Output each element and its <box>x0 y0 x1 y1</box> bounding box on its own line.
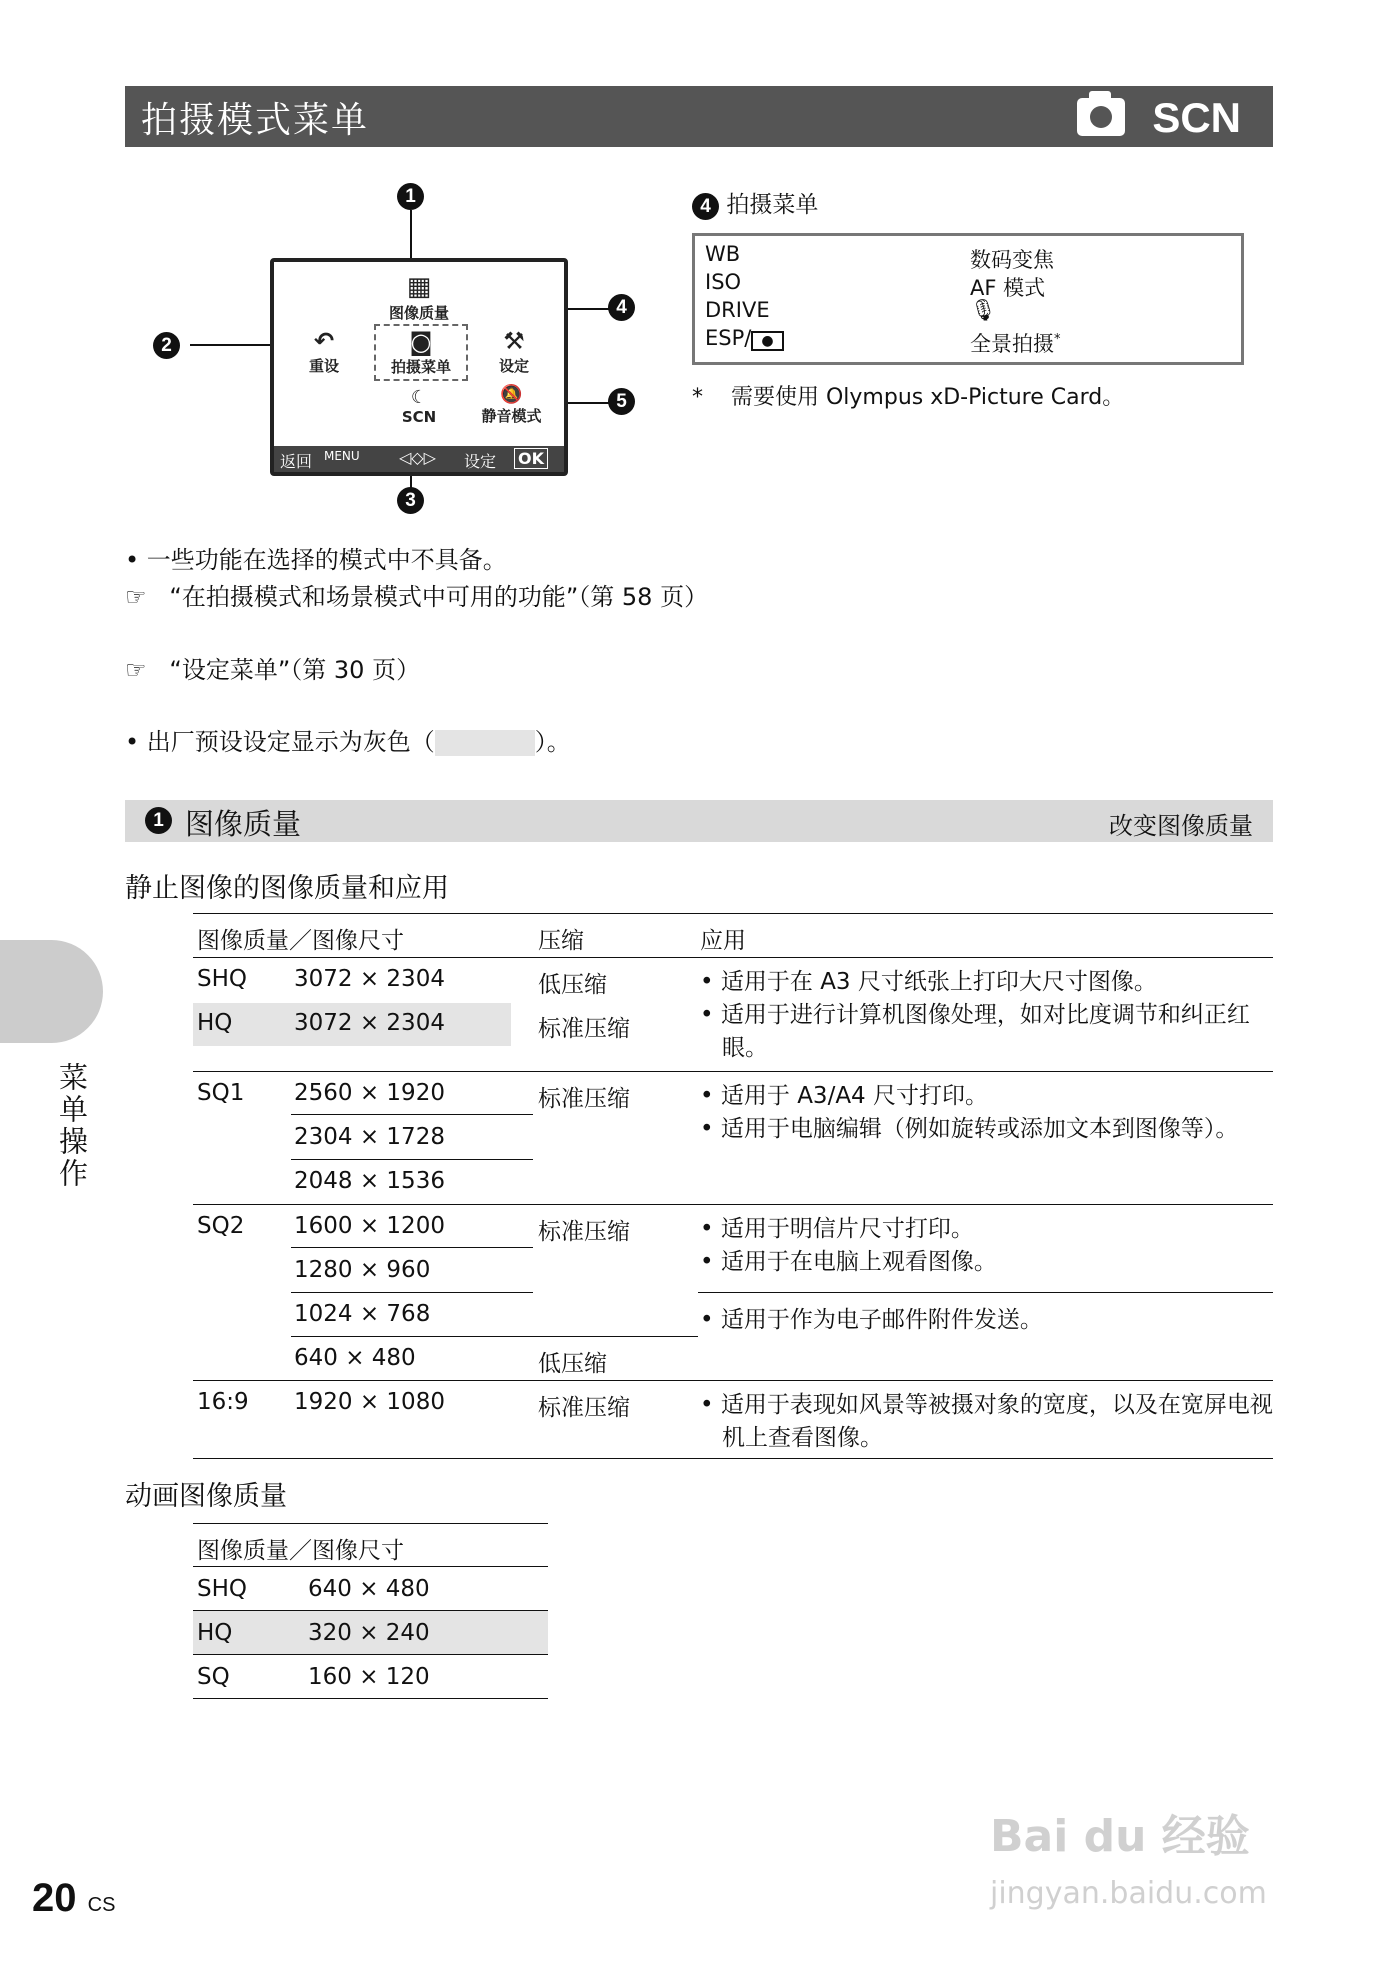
table-row: SQ2 <box>197 1213 245 1239</box>
scn-menu-icon: ☾ SCN <box>401 387 437 426</box>
gray-swatch <box>435 730 535 756</box>
table-row: SQ1 <box>197 1080 245 1106</box>
page-number: 20 CS <box>32 1876 116 1920</box>
arrow-pad-icon: ◁◇▷ <box>399 448 436 467</box>
metering-spot-icon: ● <box>751 331 783 351</box>
side-label: 菜单操作 <box>55 1062 89 1190</box>
note-1: • 一些功能在选择的模式中不具备。 <box>125 546 507 574</box>
table-row: HQ <box>197 1010 233 1036</box>
marker-2: 2 <box>153 332 180 359</box>
silent-mode-menu-icon: 🔕 静音模式 <box>481 384 542 425</box>
marker-3: 3 <box>397 487 424 514</box>
microphone-icon: 🎙 <box>970 298 997 322</box>
ref-1: ☞ “在拍摄模式和场景模式中可用的功能”（第 58 页） <box>125 583 709 611</box>
note-2: • 出厂预设设定显示为灰色（ ）。 <box>125 728 571 756</box>
table-row: SHQ <box>197 966 247 992</box>
page-header <box>125 86 1273 147</box>
app-list-3: • 适用于明信片尺寸打印。 • 适用于在电脑上观看图像。 <box>700 1216 997 1275</box>
setup-menu-icon: ⚒ 设定 <box>498 327 529 375</box>
table-row: 16:9 <box>197 1389 249 1415</box>
table-row: 1024 × 768 <box>294 1301 431 1327</box>
scn-badge: SCN <box>1152 94 1241 141</box>
table-row: 2304 × 1728 <box>294 1124 445 1150</box>
camera-menu-icon: ◙ 拍摄菜单 <box>374 324 468 381</box>
camera-lcd-screen <box>270 258 568 476</box>
marker-4: 4 <box>608 294 635 321</box>
section-image-quality-bar: 1 图像质量 改变图像质量 <box>125 800 1273 842</box>
side-tab <box>0 940 103 1043</box>
pointing-hand-icon: ☞ <box>125 583 147 611</box>
app-list-5: • 适用于表现如风景等被摄对象的宽度，以及在宽屏电视机上查看图像。 <box>700 1392 1273 1451</box>
camera-menu-heading: 4 拍摄菜单 <box>692 186 818 220</box>
table-row: SHQ <box>197 1576 247 1602</box>
page-title: 拍摄模式菜单 <box>141 100 370 141</box>
image-quality-menu-icon: ▦ 图像质量 <box>388 272 449 322</box>
table-row: 1280 × 960 <box>294 1257 431 1283</box>
still-title: 静止图像的图像质量和应用 <box>125 873 449 904</box>
pointing-hand-icon: ☞ <box>125 656 147 684</box>
movie-title: 动画图像质量 <box>125 1481 287 1512</box>
watermark-url: jingyan.baidu.com <box>990 1876 1267 1911</box>
ref-2: ☞ “设定菜单”（第 30 页） <box>125 656 421 684</box>
app-list-2: • 适用于 A3/A4 尺寸打印。 • 适用于电脑编辑（例如旋转或添加文本到图像等）。 <box>700 1083 1239 1142</box>
app-list-4: • 适用于作为电子邮件附件发送。 <box>700 1307 1043 1333</box>
reset-menu-icon: ↶ 重设 <box>308 327 339 375</box>
table-row: HQ <box>197 1620 233 1646</box>
app-list-1: • 适用于在 A3 尺寸纸张上打印大尺寸图像。 • 适用于进行计算机图像处理，如对比度调节和纠正红眼。 <box>700 969 1250 1061</box>
watermark-logo: Bai du 经验 <box>990 1811 1250 1862</box>
table-row: SQ <box>197 1664 230 1690</box>
table-row: 640 × 480 <box>294 1345 416 1371</box>
marker-5: 5 <box>608 388 635 415</box>
table-row: 2048 × 1536 <box>294 1168 445 1194</box>
footnote: * 需要使用 Olympus xD-Picture Card。 <box>692 385 1125 410</box>
camera-icon <box>1077 98 1125 136</box>
lcd-bottom-bar: 返回 MENU ◁◇▷ 设定 OK <box>274 446 564 472</box>
marker-1: 1 <box>397 183 424 210</box>
camera-menu-box: WB ISO DRIVE ESP/ ● 数码变焦 AF 模式 🎙 全景拍摄* <box>692 233 1244 365</box>
